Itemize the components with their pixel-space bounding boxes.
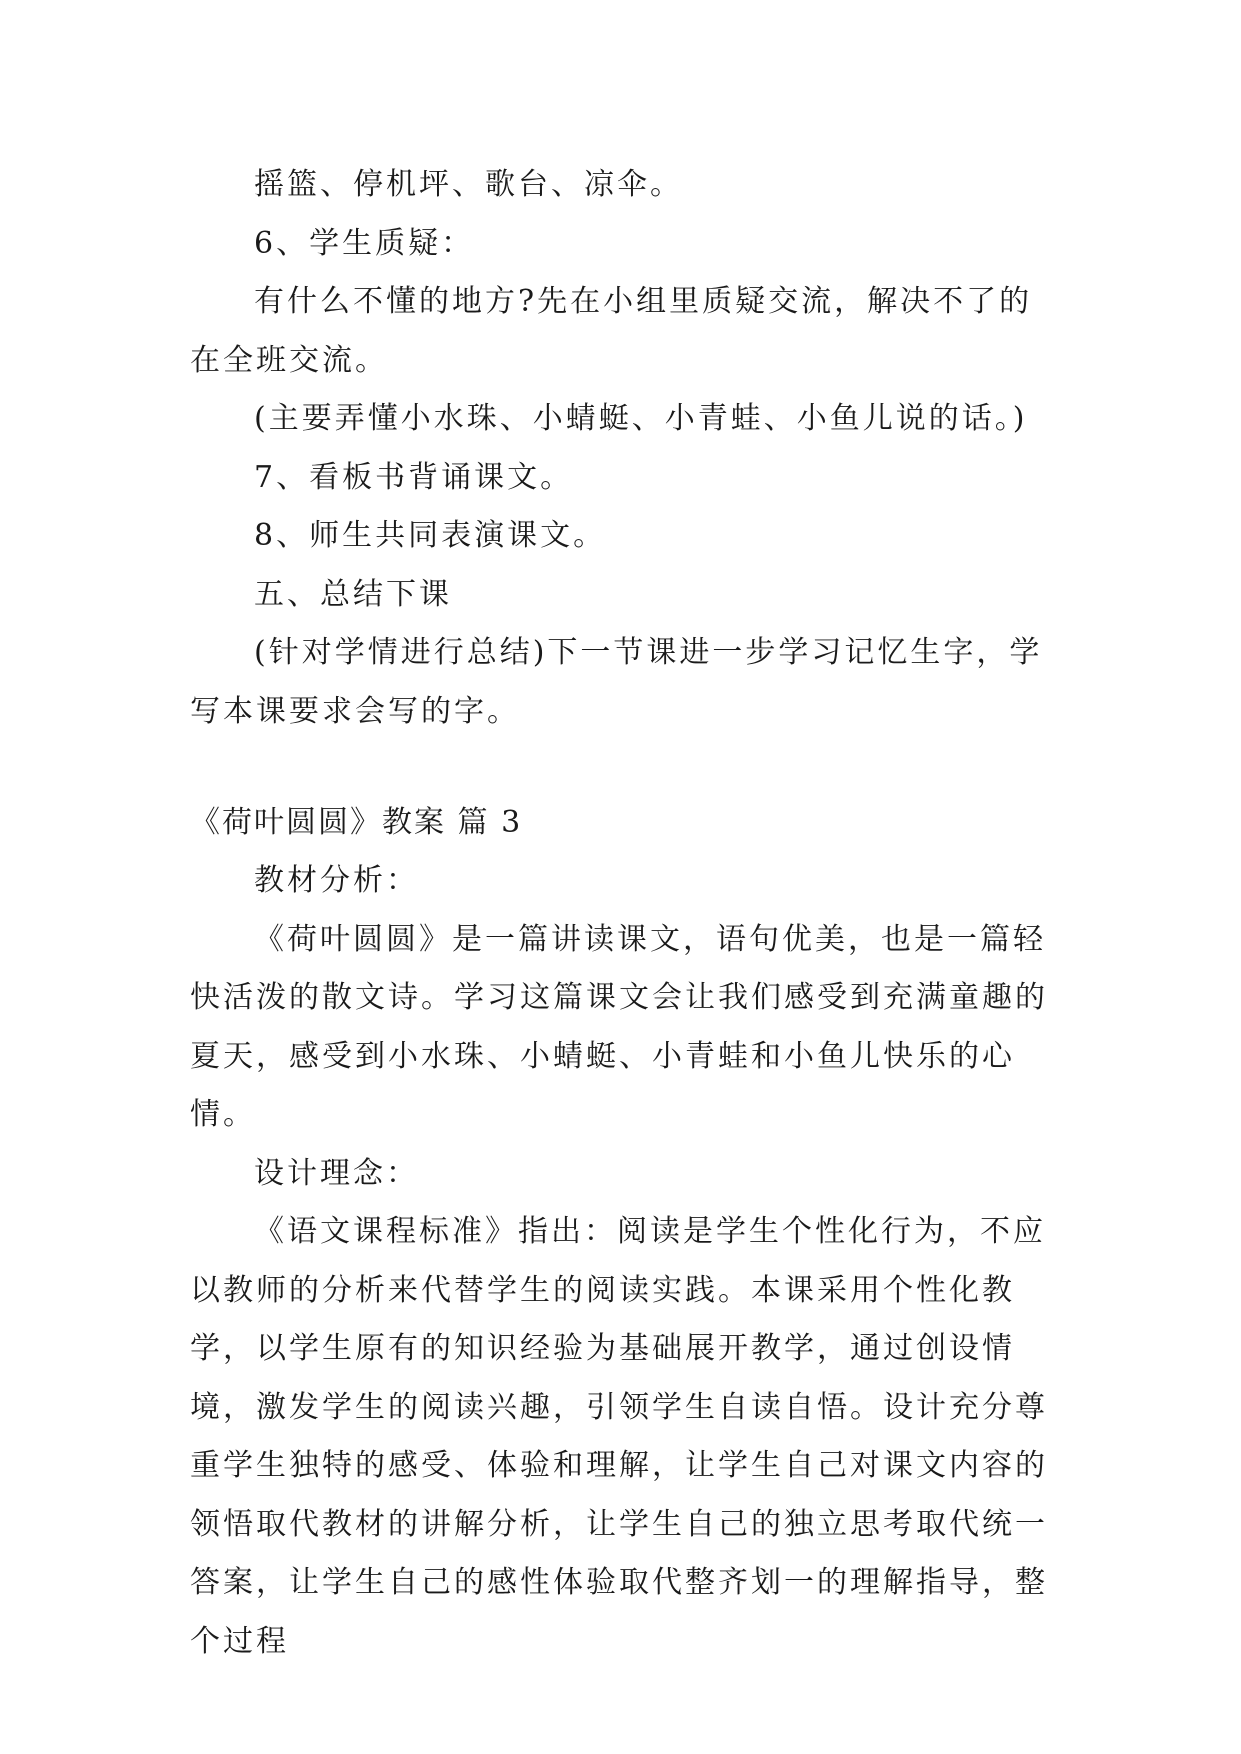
- paragraph-questions: 有什么不懂的地方?先在小组里质疑交流，解决不了的在全班交流。: [190, 284, 1033, 378]
- paragraph-design-concept-label: 设计理念：: [254, 1155, 419, 1191]
- lesson-steps-section: [190, 156, 1052, 741]
- paragraph-note: (主要弄懂小水珠、小蜻蜓、小青蛙、小鱼儿说的话。): [254, 401, 1028, 436]
- section-heading: 《荷叶圆圆》教案 篇 3: [190, 805, 523, 840]
- paragraph-step-7: 7、看板书背诵课文。: [254, 459, 574, 495]
- paragraph-step-8: 8、师生共同表演课文。: [254, 518, 607, 553]
- paragraph-step-5-summary: 五、总结下课: [254, 576, 452, 612]
- paragraph-design-concept: 《语文课程标准》指出：阅读是学生个性化行为，不应以教师的分析来代替学生的阅读实践。本课采用个性化教学，以学生原有的知识经验为基础展开教学，通过创设情境，激发学生的阅读兴趣，引领学生自读自悟。设计充分尊重学生独特的感受、体验和理解，让学生自己对课文内容的领悟取代教材的讲解分析，让学生自己的独立思考取代统一答案，让学生自己的感性体验取代整齐划一的理解指导，整个过程: [190, 1214, 1048, 1659]
- paragraph-step-6: 6、学生质疑：: [254, 225, 475, 261]
- paragraph-summary-detail: (针对学情进行总结)下一节课进一步学习记忆生字，学写本课要求会写的字。: [190, 635, 1043, 729]
- paragraph-material-analysis: 《荷叶圆圆》是一篇讲读课文，语句优美，也是一篇轻快活泼的散文诗。学习这篇课文会让我们感受到充满童趣的夏天，感受到小水珠、小蜻蜓、小青蛙和小鱼儿快乐的心情。: [190, 921, 1048, 1132]
- lesson-plan-section: [190, 852, 1052, 1671]
- paragraph-props-list: 摇篮、停机坪、歌台、凉伞。: [254, 167, 683, 202]
- paragraph-material-analysis-label: 教材分析：: [254, 863, 419, 898]
